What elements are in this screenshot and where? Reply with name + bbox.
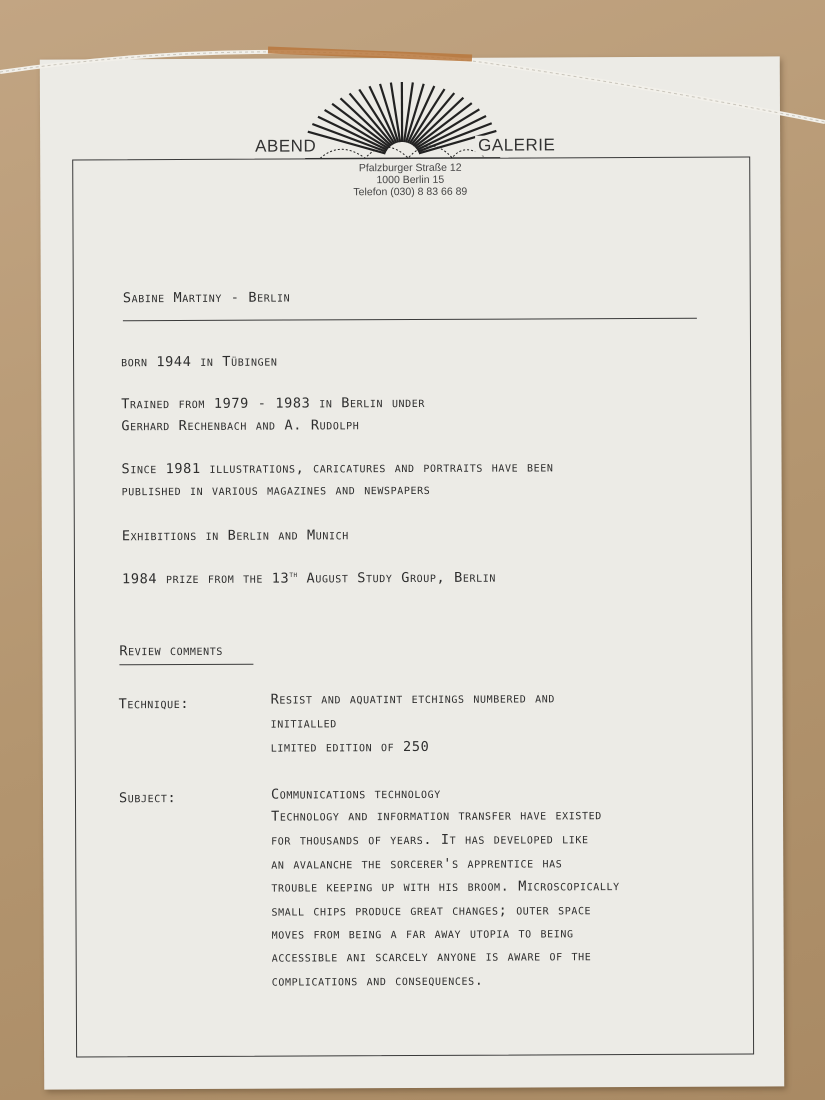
since-line-2: published in various magazines and newspapers bbox=[121, 481, 431, 500]
hanging-string bbox=[0, 0, 825, 140]
subject-line: complications and consequences. bbox=[271, 972, 484, 990]
review-heading: Review comments bbox=[119, 642, 224, 660]
gallery-name-right: GALERIE bbox=[475, 135, 558, 155]
subject-line: Technology and information transfer have existed bbox=[271, 807, 602, 825]
artist-heading: Sabine Martiny - Berlin bbox=[122, 289, 291, 307]
trained-line-2: Gerhard Rechenbach and A. Rudolph bbox=[121, 417, 360, 435]
address-city: 1000 Berlin 15 bbox=[376, 173, 445, 187]
technique-line: limited edition of 250 bbox=[270, 738, 430, 756]
subject-line: accessible ani scarcely anyone is aware of the bbox=[271, 948, 592, 966]
technique-label: Technique: bbox=[118, 695, 190, 713]
born-line: born 1944 in Tübingen bbox=[121, 353, 278, 371]
trained-line-1: Trained from 1979 - 1983 in Berlin under bbox=[121, 394, 426, 413]
since-line-1: Since 1981 illustrations, caricatures and portraits have been bbox=[121, 459, 554, 478]
subject-line: small chips produce great changes; outer space bbox=[271, 902, 592, 920]
subject-label: Subject: bbox=[118, 790, 177, 807]
subject-line: moves from being a far away utopia to being bbox=[271, 925, 574, 943]
subject-line: for thousands of years. It has developed like bbox=[271, 831, 589, 849]
address-street: Pfalzburger Straße 12 bbox=[358, 161, 462, 175]
exhibitions-line: Exhibitions in Berlin and Munich bbox=[121, 527, 349, 545]
subject-line: an avalanche the sorcerer's apprentice has bbox=[271, 855, 563, 873]
subject-line: Communications technology bbox=[270, 785, 441, 803]
prize-text-before: 1984 prize from the 13 bbox=[121, 570, 290, 588]
address-phone: Telefon (030) 8 83 66 89 bbox=[353, 185, 468, 199]
prize-superscript: th bbox=[289, 569, 298, 581]
subject-line: trouble keeping up with his broom. Microscopically bbox=[271, 878, 620, 896]
prize-line bbox=[122, 569, 496, 589]
document-sheet bbox=[40, 56, 784, 1089]
gallery-name-left: ABEND bbox=[252, 136, 319, 156]
technique-line: Resist and aquatint etchings numbered and bbox=[270, 690, 556, 708]
prize-text-after: August Study Group, Berlin bbox=[297, 569, 497, 587]
technique-line: initialled bbox=[270, 715, 337, 732]
